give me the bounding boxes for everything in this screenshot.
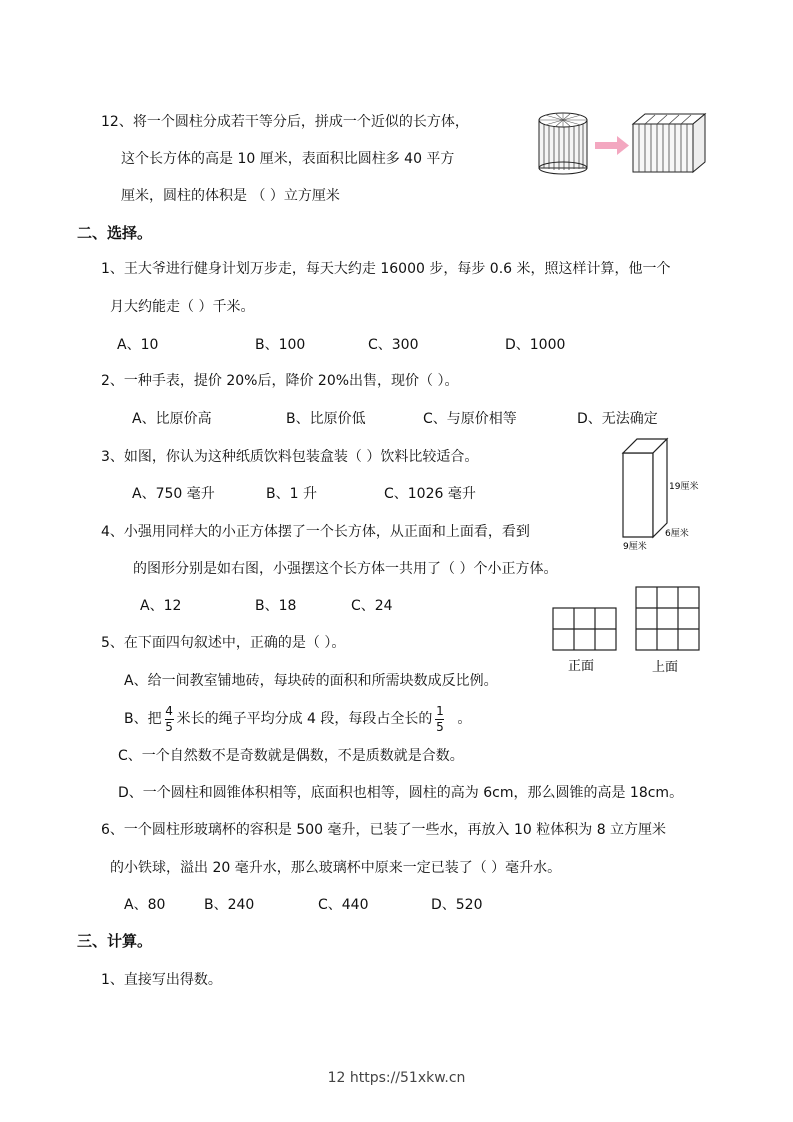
cylinder-image xyxy=(539,113,587,174)
q5-line1: 5、在下面四句叙述中，正确的是（ ）。 xyxy=(101,635,346,651)
box-height-label: 19厘米 xyxy=(669,482,699,492)
q3-option-a: A、750 毫升 xyxy=(132,486,215,502)
section2-title: 二、选择。 xyxy=(77,224,153,242)
q3-line1: 3、如图，你认为这种纸质饮料包装盒装（ ）饮料比较适合。 xyxy=(101,449,479,465)
q5-option-b-middle: 米长的绳子平均分成 4 段，每段占全长的 xyxy=(176,711,433,727)
top-view-grid xyxy=(636,587,699,650)
q5-option-c: C、一个自然数不是奇数就是偶数，不是质数就是合数。 xyxy=(118,748,464,764)
box-depth-label: 6厘米 xyxy=(665,529,689,539)
q6-line1: 6、一个圆柱形玻璃杯的容积是 500 毫升，已装了一些水，再放入 10 粒体积为 8 立方厘米 xyxy=(101,822,667,838)
q12-line2: 这个长方体的高是 10 厘米，表面积比圆柱多 40 平方 xyxy=(121,151,455,167)
drink-box-figure xyxy=(615,433,715,553)
views-figure xyxy=(550,583,710,678)
q2-option-b: B、比原价低 xyxy=(286,411,366,427)
q12-line1: 12、将一个圆柱分成若干等分后，拼成一个近似的长方体， xyxy=(101,114,469,130)
q6-option-d: D、520 xyxy=(431,897,483,913)
q4-option-c: C、24 xyxy=(351,598,393,614)
q1-option-d: D、1000 xyxy=(505,337,566,353)
q4-line2: 的图形分别是如右图，小强摆这个长方体一共用了（ ）个小正方体。 xyxy=(133,561,558,577)
fraction-one-fifth xyxy=(435,705,444,734)
q5-option-b xyxy=(124,704,471,734)
q1-line1: 1、王大爷进行健身计划万步走，每天大约走 16000 步，每步 0.6 米，照这样计算，他一个 xyxy=(101,261,671,277)
q6-line2: 的小铁球，溢出 20 毫升水，那么玻璃杯中原来一定已装了（ ）毫升水。 xyxy=(110,860,562,876)
q5-option-a: A、给一间教室铺地砖，每块砖的面积和所需块数成反比例。 xyxy=(124,673,498,689)
q2-option-a: A、比原价高 xyxy=(132,411,212,427)
cuboid-image xyxy=(633,114,705,172)
q12-line3: 厘米，圆柱的体积是 （ ）立方厘米 xyxy=(121,188,340,204)
q6-option-a: A、80 xyxy=(124,897,166,913)
fraction-four-fifths xyxy=(165,705,174,734)
section3-title: 三、计算。 xyxy=(77,932,153,950)
q5-option-b-suffix: 。 xyxy=(457,711,472,727)
arrow-icon xyxy=(595,136,629,155)
front-view-grid xyxy=(553,608,616,650)
q2-option-c: C、与原价相等 xyxy=(423,411,517,427)
q1-option-a: A、10 xyxy=(117,337,159,353)
cylinder-to-cuboid-figure xyxy=(535,108,713,180)
q2-line1: 2、一种手表，提价 20%后，降价 20%出售，现价（ ）。 xyxy=(101,373,459,389)
q6-option-b: B、240 xyxy=(204,897,255,913)
q1-option-b: B、100 xyxy=(255,337,306,353)
fraction-numerator: 1 xyxy=(436,703,444,718)
fraction-denominator: 5 xyxy=(165,719,173,734)
q4-option-a: A、12 xyxy=(140,598,182,614)
q3-option-b: B、1 升 xyxy=(266,486,317,502)
top-view-label: 上面 xyxy=(652,660,679,675)
fraction-denominator: 5 xyxy=(436,719,444,734)
q5-option-d: D、一个圆柱和圆锥体积相等，底面积也相等，圆柱的高为 6cm，那么圆锥的高是 18cm。 xyxy=(118,785,684,801)
page-footer: 12 https://51xkw.cn xyxy=(327,1070,466,1086)
section3-q1: 1、直接写出得数。 xyxy=(101,972,222,988)
q2-option-d: D、无法确定 xyxy=(577,411,658,427)
q1-line2: 月大约能走（ ）千米。 xyxy=(110,299,255,315)
q5-option-b-prefix: B、把 xyxy=(124,711,162,727)
box-width-label: 9厘米 xyxy=(623,542,647,552)
q3-option-c: C、1026 毫升 xyxy=(384,486,476,502)
q4-option-b: B、18 xyxy=(255,598,297,614)
q4-line1: 4、小强用同样大的小正方体摆了一个长方体，从正面和上面看，看到 xyxy=(101,524,530,540)
front-view-label: 正面 xyxy=(568,659,595,674)
q6-option-c: C、440 xyxy=(318,897,369,913)
fraction-numerator: 4 xyxy=(165,703,173,718)
q1-option-c: C、300 xyxy=(368,337,419,353)
